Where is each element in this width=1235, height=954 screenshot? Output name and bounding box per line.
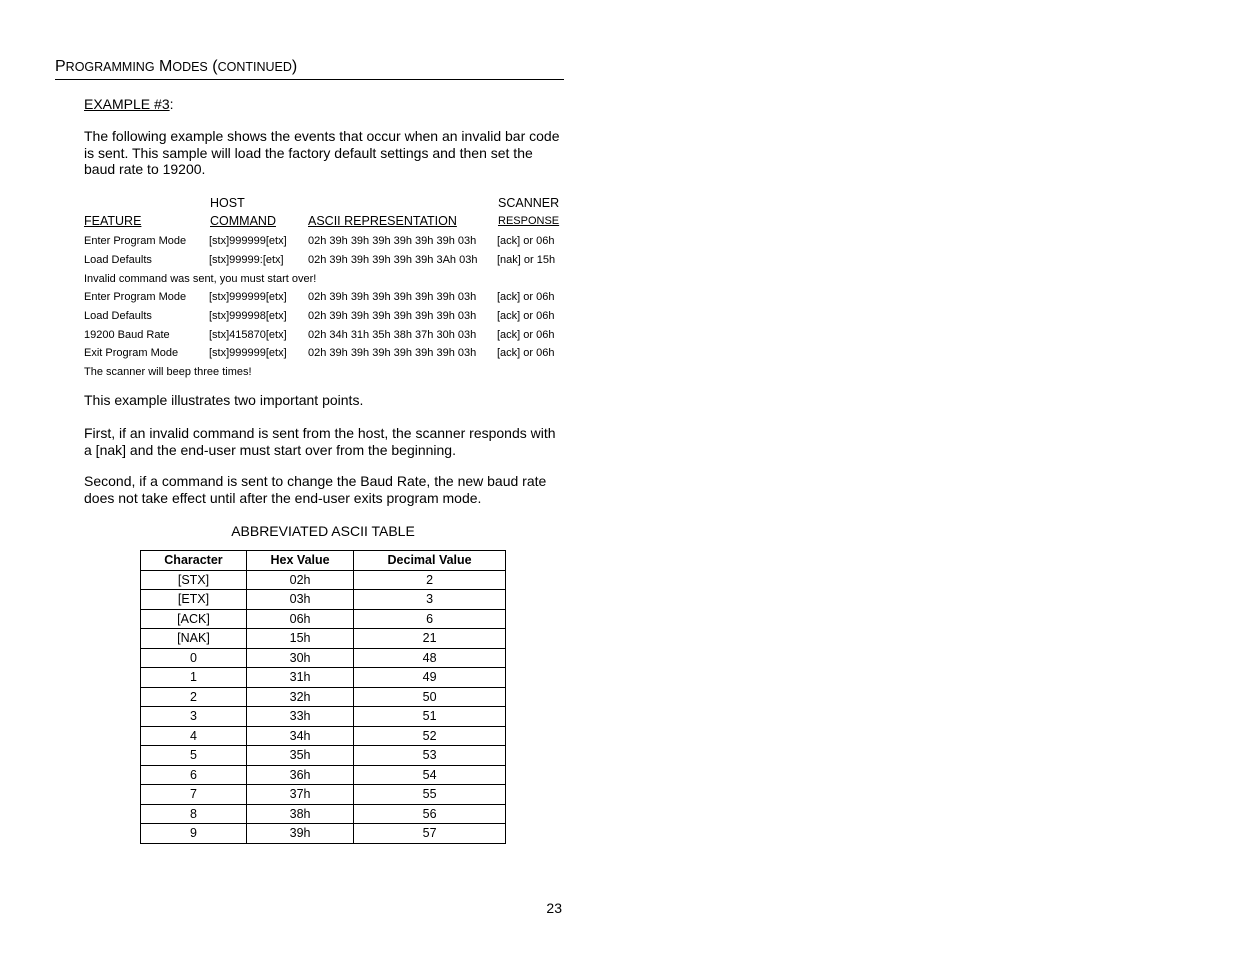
intro-paragraph: The following example shows the events that occur when an invalid bar code is sent. This sample will load the factory default settings and then set the baud rate to 19200. (84, 128, 560, 177)
cell-character: [STX] (141, 570, 247, 590)
cell-hex: 31h (246, 668, 353, 688)
event-row-command: [stx]999999[etx] (209, 347, 287, 359)
cell-decimal: 56 (354, 804, 506, 824)
table-row (141, 629, 506, 649)
table-row (141, 570, 506, 590)
event-row-command: [stx]999999[etx] (209, 291, 287, 303)
cell-hex: 37h (246, 785, 353, 805)
page-title (55, 56, 564, 80)
event-row-command: [stx]999999[etx] (209, 235, 287, 247)
event-row-feature: Load Defaults (84, 254, 152, 266)
event-row-response: [ack] or 06h (497, 329, 555, 341)
cell-character: 9 (141, 824, 247, 844)
table-row (141, 687, 506, 707)
cell-hex: 06h (246, 609, 353, 629)
table-row (141, 648, 506, 668)
event-row-ascii: 02h 39h 39h 39h 39h 39h 3Ah 03h (308, 254, 478, 266)
table-row (141, 609, 506, 629)
cell-hex: 34h (246, 726, 353, 746)
event-row-feature: Exit Program Mode (84, 347, 179, 359)
cell-decimal: 50 (354, 687, 506, 707)
cell-character: 7 (141, 785, 247, 805)
page-title-paren-close: ) (291, 58, 298, 75)
page-title-rest-1: ROGRAMMING (65, 60, 155, 74)
illustrates-paragraph: This example illustrates two important points. (84, 392, 364, 408)
cell-decimal: 51 (354, 707, 506, 727)
page-title-paren-open: ( (212, 58, 218, 75)
event-row-command: [stx]415870[etx] (209, 329, 287, 341)
event-row-feature: Load Defaults (84, 310, 152, 322)
table-row (141, 726, 506, 746)
table-row (141, 590, 506, 610)
cell-decimal: 57 (354, 824, 506, 844)
cell-character: 2 (141, 687, 247, 707)
cell-character: 8 (141, 804, 247, 824)
cell-decimal: 53 (354, 746, 506, 766)
cell-decimal: 49 (354, 668, 506, 688)
cell-hex: 36h (246, 765, 353, 785)
table-row (141, 746, 506, 766)
ascii-table-title: ABBREVIATED ASCII TABLE (231, 523, 415, 539)
header-feature: FEATURE (84, 214, 142, 228)
event-row-command: [stx]99999:[etx] (209, 254, 284, 266)
cell-character: [ETX] (141, 590, 247, 610)
column-header-decimal: Decimal Value (354, 551, 506, 571)
header-host: HOST (210, 196, 245, 210)
cell-character: [ACK] (141, 609, 247, 629)
page-title-continued: CONTINUED (217, 60, 292, 74)
cell-hex: 32h (246, 687, 353, 707)
event-row-command: [stx]999998[etx] (209, 310, 287, 322)
cell-hex: 39h (246, 824, 353, 844)
header-scanner: SCANNER (498, 196, 560, 210)
header-command: COMMAND (210, 214, 276, 228)
example-heading-label: EXAMPLE #3 (84, 96, 170, 112)
event-row-feature: Enter Program Mode (84, 235, 187, 247)
cell-hex: 02h (246, 570, 353, 590)
cell-decimal: 2 (354, 570, 506, 590)
page-title-rest-2: ODES (172, 60, 208, 74)
cell-hex: 35h (246, 746, 353, 766)
ascii-table (140, 550, 506, 844)
event-row-response: [ack] or 06h (497, 310, 555, 322)
table-row (141, 785, 506, 805)
event-row-ascii: 02h 39h 39h 39h 39h 39h 39h 03h (308, 310, 477, 322)
table-row (141, 707, 506, 727)
event-row-response: [nak] or 15h (497, 254, 556, 266)
first-point-paragraph: First, if an invalid command is sent from the host, the scanner responds with a [nak] and the end-user must start over from the beginning. (84, 425, 556, 458)
cell-character: 1 (141, 668, 247, 688)
ascii-table-header-row (141, 551, 506, 571)
cell-decimal: 55 (354, 785, 506, 805)
event-row-ascii: 02h 39h 39h 39h 39h 39h 39h 03h (308, 235, 477, 247)
example-heading (84, 96, 174, 113)
cell-character: 0 (141, 648, 247, 668)
cell-hex: 38h (246, 804, 353, 824)
event-row-feature: Enter Program Mode (84, 291, 187, 303)
cell-character: 4 (141, 726, 247, 746)
second-point-paragraph: Second, if a command is sent to change the Baud Rate, the new baud rate does not take effect until after the end-user exits program mode. (84, 473, 547, 506)
table-row (141, 668, 506, 688)
event-row-response: [ack] or 06h (497, 347, 555, 359)
table-row (141, 824, 506, 844)
table-row (141, 804, 506, 824)
cell-decimal: 52 (354, 726, 506, 746)
event-note-invalid: Invalid command was sent, you must start over! (84, 273, 317, 285)
column-header-character: Character (141, 551, 247, 571)
event-row-ascii: 02h 39h 39h 39h 39h 39h 39h 03h (308, 347, 477, 359)
event-row-ascii: 02h 34h 31h 35h 38h 37h 30h 03h (308, 329, 477, 341)
page-title-initial-p: P (55, 58, 66, 75)
event-row-response: [ack] or 06h (497, 291, 555, 303)
column-header-hex: Hex Value (246, 551, 353, 571)
cell-decimal: 48 (354, 648, 506, 668)
header-response: RESPONSE (498, 215, 560, 227)
cell-decimal: 54 (354, 765, 506, 785)
event-row-response: [ack] or 06h (497, 235, 555, 247)
cell-character: 5 (141, 746, 247, 766)
event-row-feature: 19200 Baud Rate (84, 329, 170, 341)
cell-hex: 33h (246, 707, 353, 727)
cell-decimal: 3 (354, 590, 506, 610)
cell-decimal: 21 (354, 629, 506, 649)
example-heading-colon: : (169, 96, 174, 112)
header-ascii: ASCII REPRESENTATION (308, 214, 457, 228)
cell-character: 3 (141, 707, 247, 727)
event-row-ascii: 02h 39h 39h 39h 39h 39h 39h 03h (308, 291, 477, 303)
event-note-beep: The scanner will beep three times! (84, 366, 252, 378)
cell-decimal: 6 (354, 609, 506, 629)
table-row (141, 765, 506, 785)
page-number: 23 (546, 900, 562, 916)
cell-hex: 15h (246, 629, 353, 649)
page-title-initial-m: M (159, 58, 173, 75)
cell-hex: 30h (246, 648, 353, 668)
cell-character: [NAK] (141, 629, 247, 649)
cell-character: 6 (141, 765, 247, 785)
cell-hex: 03h (246, 590, 353, 610)
